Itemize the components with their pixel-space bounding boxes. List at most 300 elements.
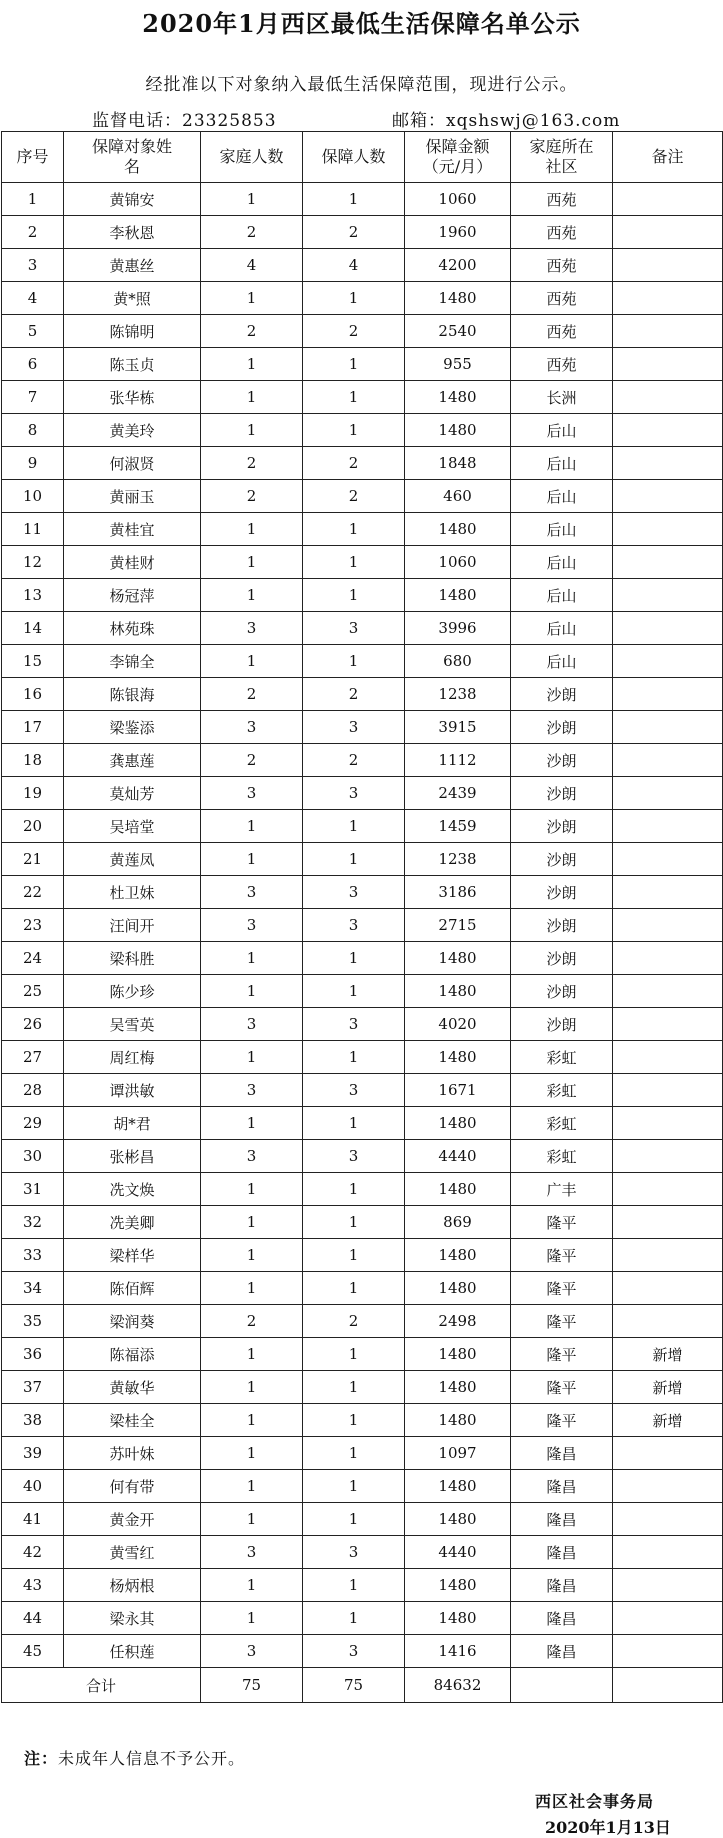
cell-covered-count: 4 [303, 249, 405, 282]
cell-community: 沙朗 [511, 876, 613, 909]
table-row [2, 810, 723, 843]
header-name-text: 保障对象姓名 [92, 137, 173, 176]
cell-name: 冼文焕 [64, 1173, 201, 1206]
cell-name: 梁科胜 [64, 942, 201, 975]
cell-amount: 1480 [405, 1173, 511, 1206]
cell-remarks [613, 513, 723, 546]
cell-covered-count: 1 [303, 1272, 405, 1305]
cell-covered-count: 1 [303, 1569, 405, 1602]
cell-community: 沙朗 [511, 711, 613, 744]
table-row [2, 1272, 723, 1305]
cell-remarks [613, 1173, 723, 1206]
cell-family-count: 1 [201, 348, 303, 381]
table-row [2, 777, 723, 810]
cell-amount: 1480 [405, 1602, 511, 1635]
cell-index: 14 [2, 612, 64, 645]
table-row [2, 1470, 723, 1503]
cell-index: 4 [2, 282, 64, 315]
total-covered-count: 75 [303, 1668, 405, 1703]
footnote-text: 未成年人信息不予公开。 [58, 1749, 246, 1768]
cell-name: 冼美卿 [64, 1206, 201, 1239]
cell-remarks [613, 1569, 723, 1602]
cell-community: 沙朗 [511, 678, 613, 711]
cell-covered-count: 1 [303, 1206, 405, 1239]
cell-index: 13 [2, 579, 64, 612]
cell-name: 梁润葵 [64, 1305, 201, 1338]
table-row [2, 381, 723, 414]
cell-covered-count: 1 [303, 1602, 405, 1635]
table-body [2, 183, 723, 1668]
cell-family-count: 1 [201, 282, 303, 315]
cell-covered-count: 1 [303, 1404, 405, 1437]
cell-amount: 1097 [405, 1437, 511, 1470]
cell-covered-count: 3 [303, 876, 405, 909]
issue-date: 2020年1月13日 [545, 1818, 671, 1837]
cell-name: 李秋恩 [64, 216, 201, 249]
cell-name: 胡*君 [64, 1107, 201, 1140]
cell-community: 后山 [511, 579, 613, 612]
cell-covered-count: 1 [303, 282, 405, 315]
cell-index: 17 [2, 711, 64, 744]
cell-community: 沙朗 [511, 975, 613, 1008]
cell-name: 吴培堂 [64, 810, 201, 843]
cell-family-count: 3 [201, 777, 303, 810]
cell-family-count: 1 [201, 645, 303, 678]
cell-name: 黄雪红 [64, 1536, 201, 1569]
table-row [2, 711, 723, 744]
cell-index: 6 [2, 348, 64, 381]
cell-remarks [613, 612, 723, 645]
cell-family-count: 1 [201, 810, 303, 843]
table-header-row [2, 132, 723, 183]
cell-name: 谭洪敏 [64, 1074, 201, 1107]
cell-community: 彩虹 [511, 1041, 613, 1074]
cell-amount: 1671 [405, 1074, 511, 1107]
cell-index: 25 [2, 975, 64, 1008]
cell-amount: 680 [405, 645, 511, 678]
cell-covered-count: 3 [303, 1635, 405, 1668]
cell-covered-count: 1 [303, 546, 405, 579]
table-row [2, 216, 723, 249]
table-row [2, 1008, 723, 1041]
cell-name: 何有带 [64, 1470, 201, 1503]
cell-amount: 1480 [405, 1503, 511, 1536]
cell-index: 15 [2, 645, 64, 678]
cell-community: 后山 [511, 480, 613, 513]
cell-remarks [613, 975, 723, 1008]
cell-name: 龚惠莲 [64, 744, 201, 777]
cell-amount: 4020 [405, 1008, 511, 1041]
cell-index: 43 [2, 1569, 64, 1602]
cell-remarks [613, 1305, 723, 1338]
cell-community: 隆平 [511, 1371, 613, 1404]
cell-family-count: 2 [201, 1305, 303, 1338]
cell-index: 28 [2, 1074, 64, 1107]
cell-covered-count: 1 [303, 810, 405, 843]
cell-remarks [613, 1272, 723, 1305]
cell-covered-count: 2 [303, 315, 405, 348]
cell-index: 36 [2, 1338, 64, 1371]
cell-name: 黄丽玉 [64, 480, 201, 513]
cell-community: 隆昌 [511, 1503, 613, 1536]
cell-remarks [613, 381, 723, 414]
cell-index: 32 [2, 1206, 64, 1239]
table-row [2, 315, 723, 348]
cell-covered-count: 1 [303, 513, 405, 546]
cell-name: 黄敏华 [64, 1371, 201, 1404]
cell-name: 黄桂财 [64, 546, 201, 579]
total-row [2, 1668, 723, 1703]
cell-covered-count: 1 [303, 1173, 405, 1206]
cell-covered-count: 1 [303, 975, 405, 1008]
cell-community: 广丰 [511, 1173, 613, 1206]
cell-index: 22 [2, 876, 64, 909]
cell-index: 42 [2, 1536, 64, 1569]
cell-index: 26 [2, 1008, 64, 1041]
cell-amount: 955 [405, 348, 511, 381]
cell-community: 后山 [511, 447, 613, 480]
cell-family-count: 2 [201, 216, 303, 249]
cell-family-count: 1 [201, 1437, 303, 1470]
cell-remarks [613, 1437, 723, 1470]
table-row [2, 975, 723, 1008]
header-amount [405, 132, 511, 183]
cell-remarks [613, 876, 723, 909]
cell-covered-count: 2 [303, 216, 405, 249]
cell-amount: 1480 [405, 975, 511, 1008]
cell-remarks [613, 645, 723, 678]
cell-family-count: 1 [201, 975, 303, 1008]
cell-remarks [613, 1536, 723, 1569]
cell-remarks [613, 183, 723, 216]
cell-amount: 1960 [405, 216, 511, 249]
cell-remarks [613, 1140, 723, 1173]
cell-name: 任积莲 [64, 1635, 201, 1668]
cell-name: 杨炳根 [64, 1569, 201, 1602]
cell-family-count: 1 [201, 843, 303, 876]
cell-covered-count: 1 [303, 1338, 405, 1371]
cell-covered-count: 3 [303, 909, 405, 942]
cell-family-count: 1 [201, 942, 303, 975]
cell-covered-count: 1 [303, 579, 405, 612]
cell-community: 沙朗 [511, 777, 613, 810]
cell-name: 黄金开 [64, 1503, 201, 1536]
table-row [2, 1602, 723, 1635]
cell-covered-count: 1 [303, 1041, 405, 1074]
cell-name: 杨冠萍 [64, 579, 201, 612]
cell-amount: 1480 [405, 1470, 511, 1503]
cell-name: 黄惠丝 [64, 249, 201, 282]
cell-family-count: 1 [201, 1470, 303, 1503]
cell-family-count: 1 [201, 513, 303, 546]
cell-index: 41 [2, 1503, 64, 1536]
cell-index: 5 [2, 315, 64, 348]
table-row [2, 1536, 723, 1569]
cell-covered-count: 3 [303, 711, 405, 744]
cell-name: 莫灿芳 [64, 777, 201, 810]
table-row [2, 1437, 723, 1470]
cell-family-count: 3 [201, 1635, 303, 1668]
cell-covered-count: 3 [303, 1140, 405, 1173]
cell-remarks [613, 447, 723, 480]
cell-remarks [613, 579, 723, 612]
cell-covered-count: 1 [303, 1371, 405, 1404]
issuer-name: 西区社会事务局 [535, 1792, 655, 1811]
table-row [2, 1107, 723, 1140]
cell-family-count: 2 [201, 447, 303, 480]
cell-amount: 2498 [405, 1305, 511, 1338]
table-row [2, 480, 723, 513]
cell-remarks: 新增 [613, 1371, 723, 1404]
cell-index: 16 [2, 678, 64, 711]
cell-community: 沙朗 [511, 909, 613, 942]
cell-family-count: 1 [201, 1173, 303, 1206]
table-row [2, 1503, 723, 1536]
cell-amount: 1480 [405, 1041, 511, 1074]
cell-remarks [613, 1503, 723, 1536]
cell-family-count: 1 [201, 1041, 303, 1074]
cell-amount: 1480 [405, 1107, 511, 1140]
table-row [2, 1569, 723, 1602]
cell-community: 彩虹 [511, 1074, 613, 1107]
cell-remarks [613, 216, 723, 249]
cell-name: 李锦全 [64, 645, 201, 678]
total-family-count: 75 [201, 1668, 303, 1703]
cell-family-count: 1 [201, 183, 303, 216]
cell-amount: 3996 [405, 612, 511, 645]
header-community-text: 家庭所在社区 [529, 137, 594, 176]
footnote-label: 注： [24, 1749, 59, 1768]
cell-community: 隆平 [511, 1305, 613, 1338]
cell-index: 1 [2, 183, 64, 216]
cell-covered-count: 1 [303, 645, 405, 678]
cell-covered-count: 2 [303, 1305, 405, 1338]
cell-amount: 1480 [405, 1569, 511, 1602]
cell-amount: 869 [405, 1206, 511, 1239]
cell-community: 后山 [511, 546, 613, 579]
cell-name: 黄锦安 [64, 183, 201, 216]
cell-family-count: 2 [201, 744, 303, 777]
cell-index: 2 [2, 216, 64, 249]
cell-family-count: 1 [201, 1602, 303, 1635]
cell-community: 后山 [511, 645, 613, 678]
cell-remarks [613, 711, 723, 744]
table-row [2, 1305, 723, 1338]
cell-family-count: 3 [201, 1536, 303, 1569]
cell-amount: 1459 [405, 810, 511, 843]
cell-index: 23 [2, 909, 64, 942]
cell-amount: 1112 [405, 744, 511, 777]
recipient-table [1, 131, 723, 1703]
cell-family-count: 3 [201, 1008, 303, 1041]
cell-remarks [613, 1470, 723, 1503]
table-row [2, 1173, 723, 1206]
cell-remarks [613, 1602, 723, 1635]
cell-covered-count: 1 [303, 1437, 405, 1470]
cell-remarks [613, 1239, 723, 1272]
cell-amount: 1480 [405, 942, 511, 975]
cell-covered-count: 1 [303, 1107, 405, 1140]
cell-name: 陈佰辉 [64, 1272, 201, 1305]
cell-remarks [613, 282, 723, 315]
cell-covered-count: 2 [303, 744, 405, 777]
cell-covered-count: 1 [303, 1470, 405, 1503]
cell-family-count: 1 [201, 1503, 303, 1536]
cell-remarks [613, 909, 723, 942]
cell-index: 19 [2, 777, 64, 810]
cell-index: 9 [2, 447, 64, 480]
table-row [2, 183, 723, 216]
cell-name: 何淑贤 [64, 447, 201, 480]
total-remarks-blank [613, 1668, 723, 1703]
cell-name: 梁鉴添 [64, 711, 201, 744]
table-row [2, 843, 723, 876]
cell-index: 20 [2, 810, 64, 843]
cell-index: 29 [2, 1107, 64, 1140]
cell-covered-count: 1 [303, 381, 405, 414]
cell-family-count: 1 [201, 1272, 303, 1305]
table-row [2, 249, 723, 282]
cell-family-count: 1 [201, 579, 303, 612]
cell-name: 张华栋 [64, 381, 201, 414]
cell-family-count: 1 [201, 1338, 303, 1371]
cell-amount: 1480 [405, 1404, 511, 1437]
cell-covered-count: 3 [303, 1008, 405, 1041]
cell-name: 梁永其 [64, 1602, 201, 1635]
table-row [2, 579, 723, 612]
cell-family-count: 1 [201, 1107, 303, 1140]
cell-family-count: 1 [201, 546, 303, 579]
table-row [2, 1239, 723, 1272]
cell-community: 彩虹 [511, 1107, 613, 1140]
table-row [2, 1041, 723, 1074]
cell-index: 34 [2, 1272, 64, 1305]
supervision-phone: 监督电话：23325853 [92, 111, 277, 131]
cell-community: 沙朗 [511, 942, 613, 975]
table-row [2, 348, 723, 381]
cell-name: 陈福添 [64, 1338, 201, 1371]
table-row [2, 1371, 723, 1404]
cell-name: 陈玉贞 [64, 348, 201, 381]
page-title: 2020年1月西区最低生活保障名单公示 [142, 9, 581, 38]
header-amount-text: 保障金额（元/月） [422, 137, 493, 176]
cell-community: 隆昌 [511, 1437, 613, 1470]
cell-index: 12 [2, 546, 64, 579]
table-row [2, 942, 723, 975]
cell-covered-count: 3 [303, 612, 405, 645]
cell-community: 隆平 [511, 1239, 613, 1272]
cell-remarks [613, 744, 723, 777]
cell-name: 陈银海 [64, 678, 201, 711]
cell-name: 黄美玲 [64, 414, 201, 447]
cell-family-count: 1 [201, 1371, 303, 1404]
header-remarks: 备注 [613, 132, 723, 183]
cell-index: 38 [2, 1404, 64, 1437]
cell-community: 后山 [511, 414, 613, 447]
cell-amount: 4440 [405, 1140, 511, 1173]
table-row [2, 1206, 723, 1239]
cell-name: 黄*照 [64, 282, 201, 315]
cell-community: 长洲 [511, 381, 613, 414]
cell-index: 45 [2, 1635, 64, 1668]
cell-index: 24 [2, 942, 64, 975]
cell-amount: 3186 [405, 876, 511, 909]
cell-index: 37 [2, 1371, 64, 1404]
table-row [2, 282, 723, 315]
cell-amount: 1480 [405, 513, 511, 546]
cell-remarks [613, 414, 723, 447]
cell-amount: 460 [405, 480, 511, 513]
cell-index: 3 [2, 249, 64, 282]
cell-community: 隆平 [511, 1404, 613, 1437]
header-community [511, 132, 613, 183]
cell-remarks [613, 546, 723, 579]
cell-family-count: 3 [201, 612, 303, 645]
cell-covered-count: 3 [303, 1074, 405, 1107]
cell-covered-count: 2 [303, 447, 405, 480]
cell-community: 沙朗 [511, 810, 613, 843]
header-index: 序号 [2, 132, 64, 183]
cell-index: 40 [2, 1470, 64, 1503]
total-label: 合计 [2, 1668, 201, 1703]
table-row [2, 744, 723, 777]
cell-index: 7 [2, 381, 64, 414]
cell-index: 8 [2, 414, 64, 447]
total-community-blank [511, 1668, 613, 1703]
cell-community: 后山 [511, 612, 613, 645]
cell-family-count: 1 [201, 1206, 303, 1239]
cell-covered-count: 2 [303, 480, 405, 513]
cell-index: 18 [2, 744, 64, 777]
cell-community: 西苑 [511, 216, 613, 249]
cell-amount: 1480 [405, 414, 511, 447]
cell-index: 39 [2, 1437, 64, 1470]
cell-community: 隆昌 [511, 1569, 613, 1602]
cell-index: 44 [2, 1602, 64, 1635]
cell-amount: 1060 [405, 546, 511, 579]
cell-name: 苏叶妹 [64, 1437, 201, 1470]
cell-name: 周红梅 [64, 1041, 201, 1074]
cell-community: 隆昌 [511, 1635, 613, 1668]
table-row [2, 645, 723, 678]
cell-amount: 2715 [405, 909, 511, 942]
cell-remarks [613, 777, 723, 810]
table-row [2, 1635, 723, 1668]
table-row [2, 414, 723, 447]
cell-family-count: 4 [201, 249, 303, 282]
cell-name: 梁桂全 [64, 1404, 201, 1437]
cell-amount: 2439 [405, 777, 511, 810]
cell-name: 陈少珍 [64, 975, 201, 1008]
cell-family-count: 2 [201, 480, 303, 513]
cell-index: 27 [2, 1041, 64, 1074]
cell-remarks [613, 1008, 723, 1041]
cell-family-count: 3 [201, 711, 303, 744]
cell-name: 梁样华 [64, 1239, 201, 1272]
cell-remarks [613, 1041, 723, 1074]
cell-family-count: 1 [201, 1569, 303, 1602]
cell-name: 汪间开 [64, 909, 201, 942]
table-row [2, 1074, 723, 1107]
cell-community: 沙朗 [511, 843, 613, 876]
cell-remarks [613, 843, 723, 876]
cell-community: 西苑 [511, 282, 613, 315]
header-name [64, 132, 201, 183]
header-covered-count: 保障人数 [303, 132, 405, 183]
cell-remarks [613, 1635, 723, 1668]
cell-community: 隆平 [511, 1206, 613, 1239]
cell-remarks: 新增 [613, 1338, 723, 1371]
